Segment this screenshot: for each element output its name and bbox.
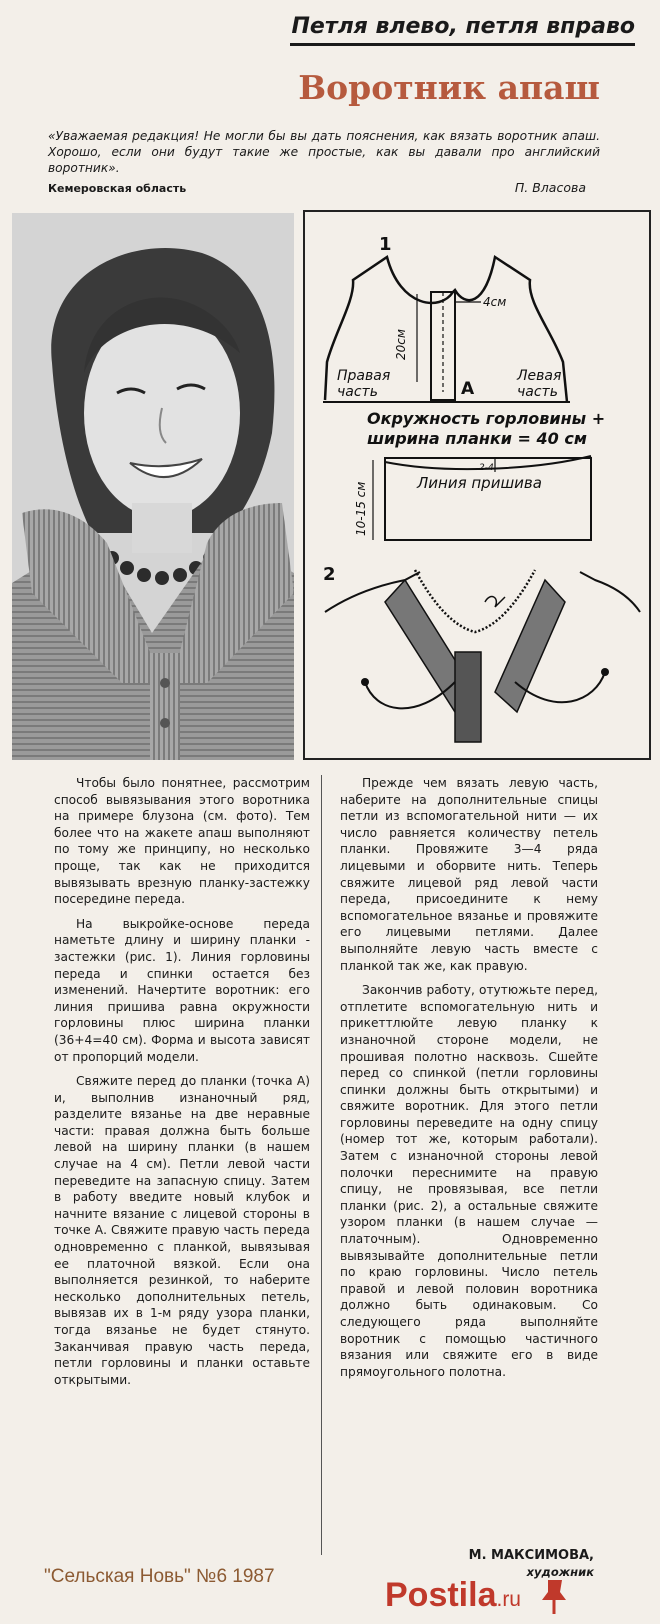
body-paragraph: Свяжите перед до планки (точка А) и, выполнив изнаночный ряд, разделите вязанье на две неравные части: правая должна быть больше левой на ширину планки (в нашем случае на 4 см). Петли левой части переведите на запасную спицу. Затем в работу введите новый клубок и начните вязание с лицевой стороны в точке А. Свяжите правую часть переда одновременно с планкой, вывязывая ее платочной вязкой. Если она выполняется резинкой, то наберите несколько дополнительных петель, вывязав их в 1-м ряду узора планки, тогда вязанье не будет стянуто. Заканчивая правую часть переда, петли горловины и планки оставьте открытыми. — [54, 1074, 310, 1387]
placket-length-label: 20см — [394, 329, 408, 360]
rubric-header — [290, 14, 635, 46]
placket-strip — [455, 652, 481, 742]
body-paragraph: Закончив работу, отутюжьте перед, отплетите вспомогательную нить и прикеттлюйте левую планку к изнаночной стороне модели, не прошивая полотно насквозь. Сшейте перед со спинкой (петли горловины спинки должны быть открытыми) и свяжите воротник. Для этого петли горловины переведите на одну спицу (номер тот же, которым работали). Затем с изнаночной стороны левой полочки переснимите на правую спицу, не провязывая, все петли планки (рис. 2), а остальные свяжите узором планки (в нашем случае — платочным). Одновременно вывязывайте дополнительные петли по краю горловины. Число петель правой и левой половин воротника должно быть одинаковым. Со следующего ряда выполняйте воротник с помощью частичного вязания или свяжите его в виде прямоугольного полотна. — [340, 983, 598, 1379]
seam-line-label: Линия пришива — [417, 474, 542, 492]
letter-region: Кемеровская область — [48, 182, 187, 195]
pattern-diagram — [303, 210, 651, 760]
letter-author: П. Власова — [514, 180, 586, 195]
watermark-brand: Postila — [385, 1576, 497, 1614]
reader-letter: «Уважаемая редакция! Не могли бы вы дать пояснения, как вязать воротник апаш. Хорошо, если они будут такие же простые, как вы давали про английский воротник». — [48, 129, 600, 175]
right-part-label-1: Правая — [337, 368, 391, 384]
column-divider — [321, 775, 322, 1555]
watermark-logo — [385, 1576, 521, 1615]
left-part-label-1: Левая — [517, 368, 562, 384]
fig2-label: 2 — [323, 564, 336, 585]
pin-icon — [536, 1576, 572, 1616]
author-role: художник — [526, 1565, 594, 1579]
body-paragraph: Чтобы было понятнее, рассмотрим способ вывязывания этого воротника на примере блузона (см. фото). Тем более что на жакете апаш выполняют по тому же принципу, но несколько проще, так как не приходится вывязывать врезную планку-застежку посередине переда. — [54, 776, 310, 907]
right-part-label-2: часть — [337, 384, 378, 400]
collar-depth-label: 2-4 — [479, 463, 494, 473]
rubric-title: Петля влево, петля вправо — [290, 14, 635, 46]
body-column-1 — [54, 775, 310, 1396]
body-paragraph: Прежде чем вязать левую часть, наберите на дополнительные спицы петли из вспомогательной нити — их число равняется количеству петель планки. Провяжите 3—4 ряда лицевыми и оборвите нить. Теперь свяжите лицевой ряд левой части переда, присоедините к нему вспомогательное вязанье и провяжите его лицевыми петлями. Далее выполняйте левую часть вместе с планкой так же, как правую. — [340, 776, 598, 973]
model-photo-image — [12, 213, 294, 760]
author-name: М. МАКСИМОВА, — [468, 1548, 594, 1563]
watermark-domain: .ru — [496, 1588, 521, 1611]
source-caption: "Сельская Новь" №6 1987 — [44, 1566, 275, 1587]
left-part-label-2: часть — [517, 384, 558, 400]
article-title: Воротник апаш — [298, 68, 600, 107]
formula-line-1: Окружность горловины + — [367, 409, 606, 428]
placket-width-label: 4см — [483, 295, 507, 309]
fig1-label: 1 — [379, 234, 392, 255]
model-photo — [12, 213, 294, 760]
body-column-2 — [340, 775, 598, 1388]
collar-height-label: 10-15 см — [354, 481, 368, 536]
point-a-label: А — [461, 379, 475, 399]
formula-line-2: ширина планки = 40 см — [367, 429, 587, 448]
author-signature — [469, 1548, 594, 1579]
body-paragraph: На выкройке-основе переда наметьте длину и ширину планки - застежки (рис. 1). Линия горловины переда и спинки остается без изменений. Начертите воротник: его линия пришива равна окружности горловины плюс ширина планки (36+4=40 см). Форма и высота зависят от пропорций модели. — [54, 916, 310, 1064]
